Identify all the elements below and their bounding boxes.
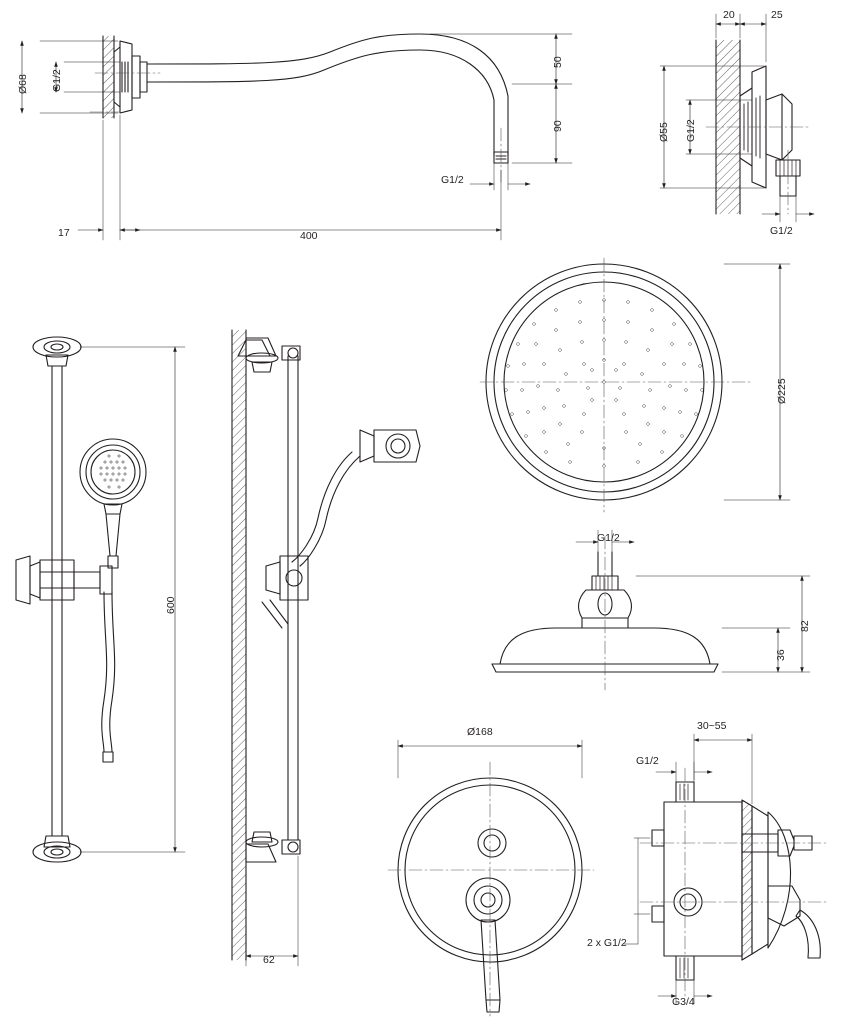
dim-outlet-thread-inner: G1/2 xyxy=(685,119,697,142)
dim-rain-head-height: 36 xyxy=(775,649,787,661)
dim-arm-inlet-thread: G1/2 xyxy=(51,69,63,92)
dim-outlet-thread-lower: G1/2 xyxy=(770,225,793,237)
dim-rain-head-inlet-thread: G1/2 xyxy=(597,532,620,544)
dim-rain-head-total-height: 82 xyxy=(799,620,811,632)
dim-mixer-inlet-thread: G1/2 xyxy=(636,755,659,767)
dim-arm-rise-upper: 50 xyxy=(552,56,564,68)
dim-mixer-plate-diameter: Ø168 xyxy=(467,726,493,738)
dim-outlet-wall-depth: 20 xyxy=(723,9,735,21)
dim-mixer-wall-depth-range: 30~55 xyxy=(697,720,727,732)
dim-rail-projection: 62 xyxy=(263,954,275,966)
dim-mixer-outlets: 2 x G1/2 xyxy=(587,937,627,949)
dim-arm-wall-offset: 17 xyxy=(58,227,70,239)
dim-arm-rise-lower: 90 xyxy=(552,120,564,132)
dim-flange-diameter-68: Ø68 xyxy=(17,74,29,94)
dim-mixer-supply-thread: G3/4 xyxy=(672,996,695,1008)
dim-rain-head-diameter: Ø225 xyxy=(776,378,788,404)
dim-arm-outlet-thread: G1/2 xyxy=(441,174,464,186)
dim-arm-reach: 400 xyxy=(300,230,318,242)
dim-outlet-body-depth: 25 xyxy=(771,9,783,21)
dim-rail-length: 600 xyxy=(165,596,177,614)
dim-outlet-flange-diameter: Ø55 xyxy=(658,122,670,142)
